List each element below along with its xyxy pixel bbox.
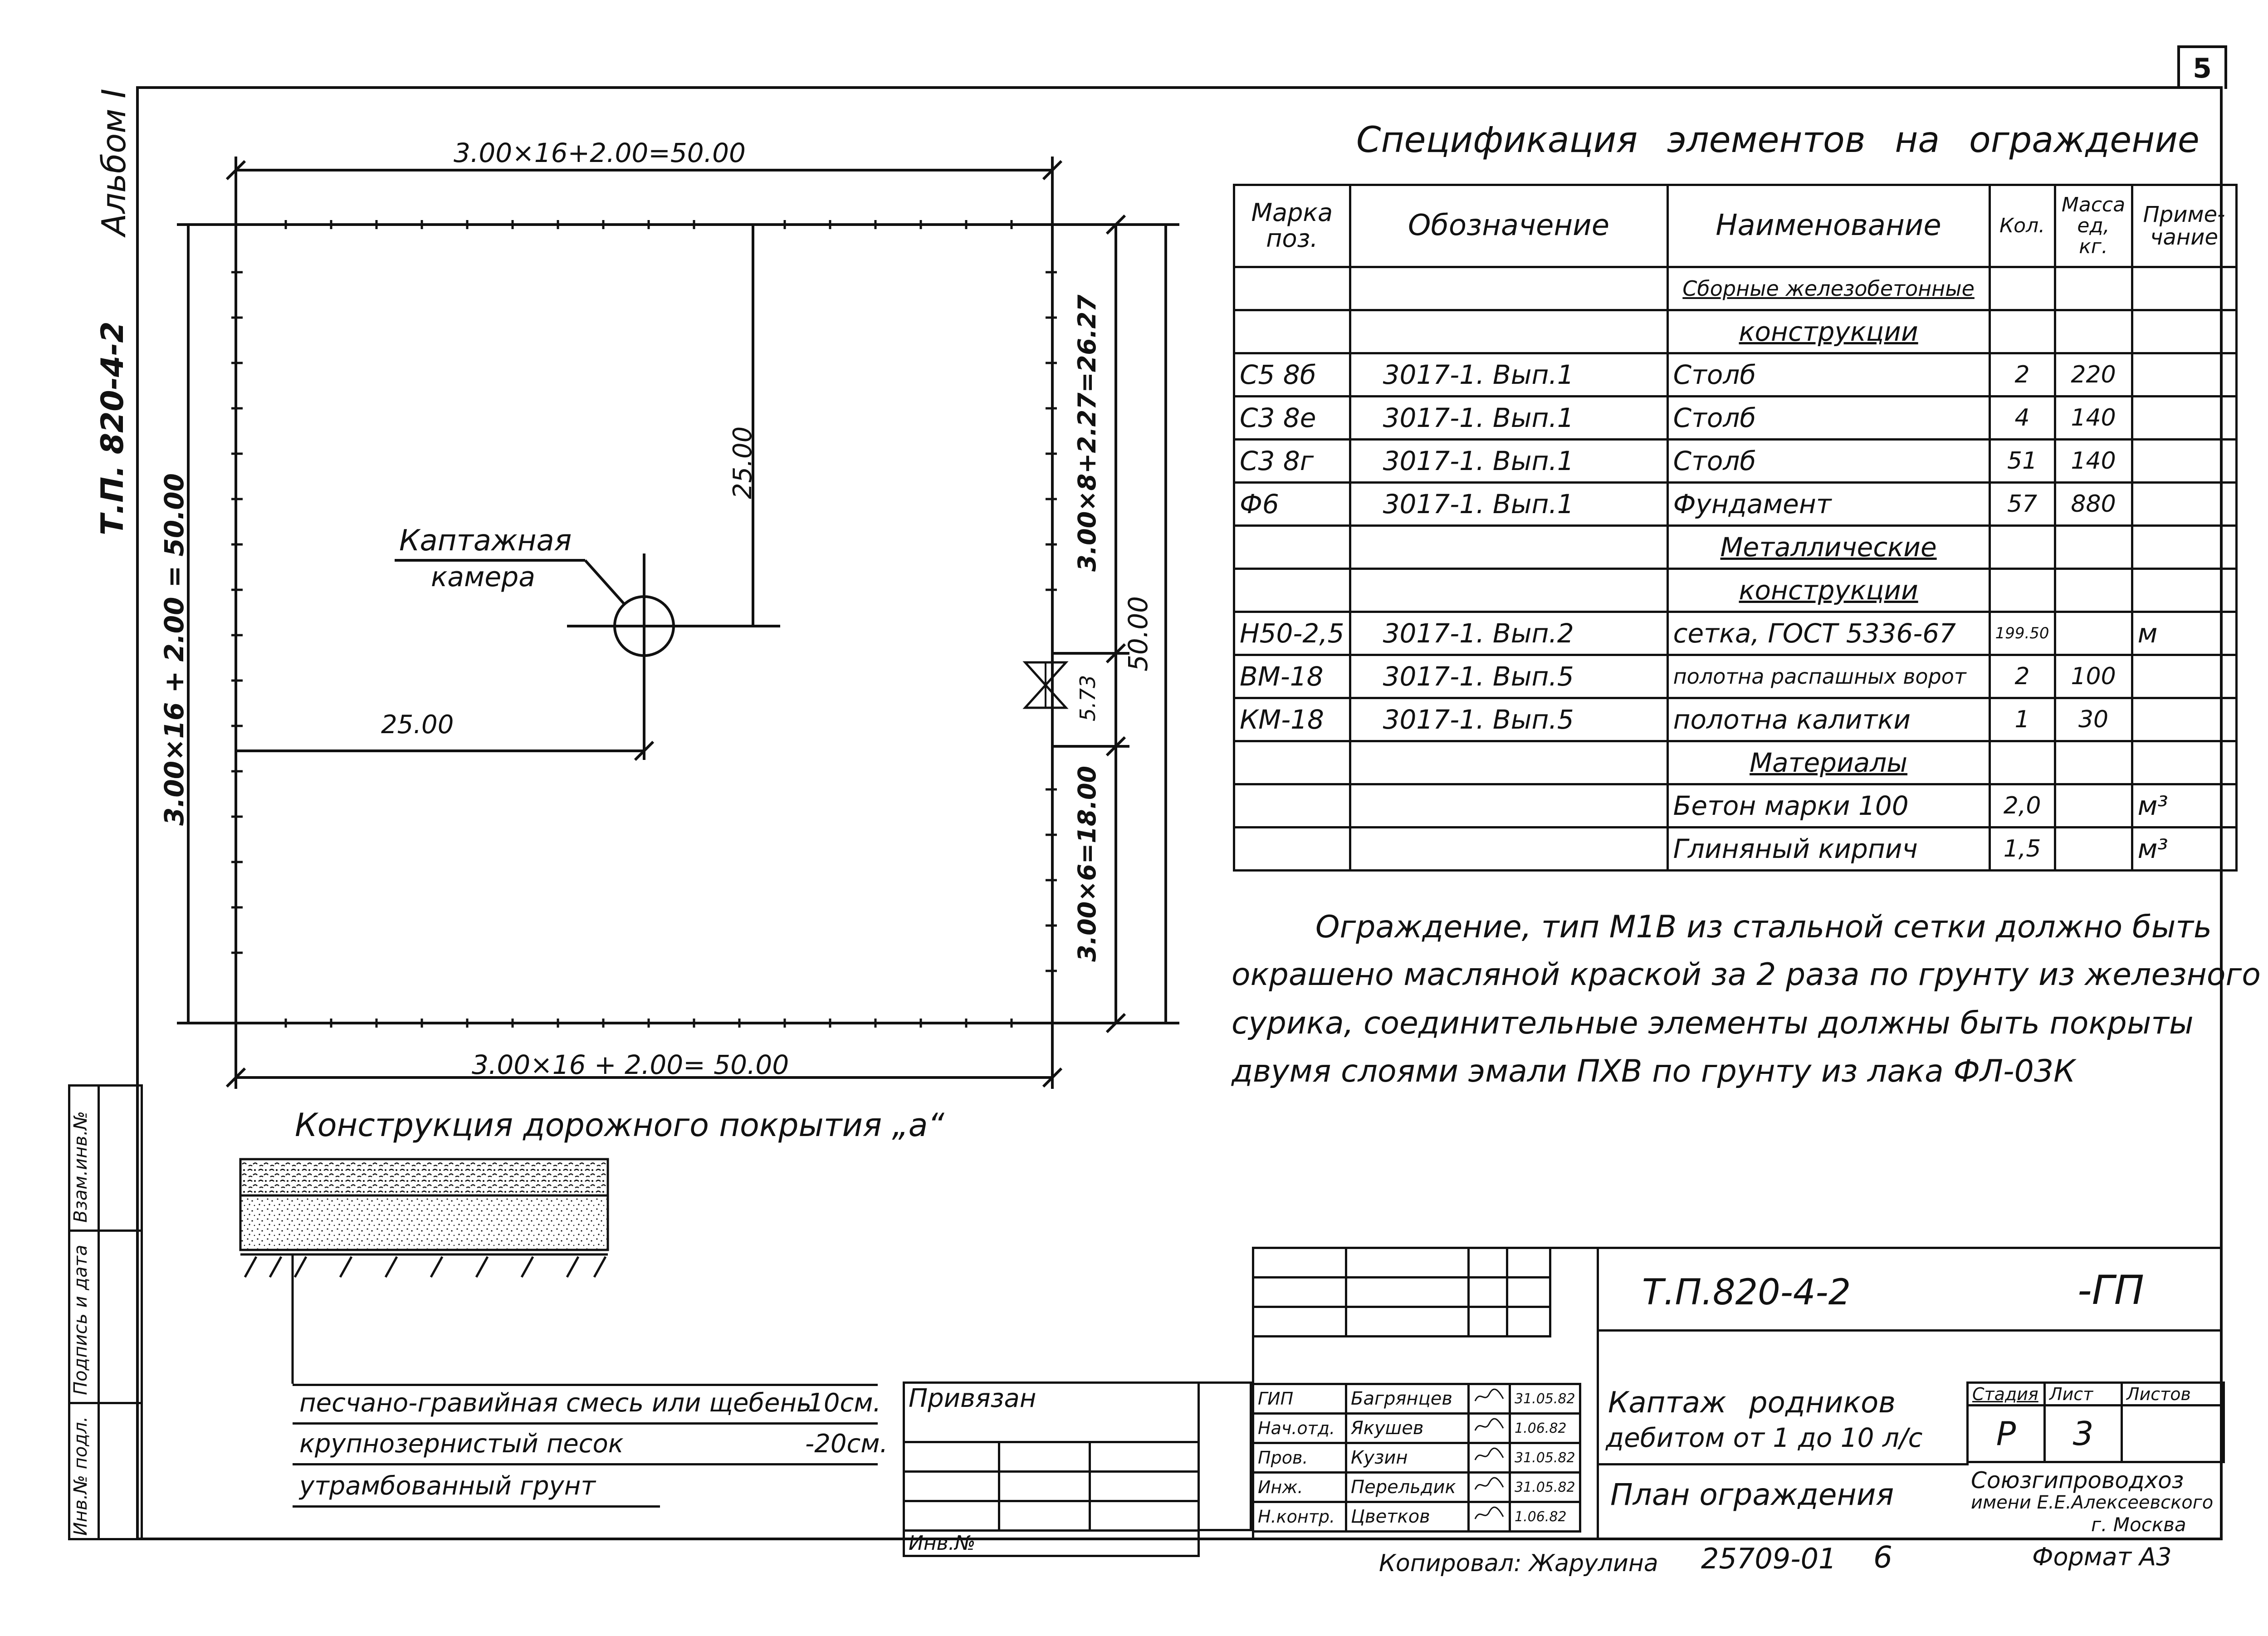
dim-right-upper-label: 3.00×8+2.27=26.27 xyxy=(1073,294,1101,572)
spec-cell-name: полотна калитки xyxy=(1667,698,1989,741)
spec-cell-designation: 3017-1. Вып.5 xyxy=(1350,655,1667,698)
signature-scribble xyxy=(1473,1505,1505,1523)
spec-cell-mark: Ф6 xyxy=(1234,483,1350,526)
stage-table xyxy=(1966,1381,2225,1463)
spec-cell-mass xyxy=(2055,828,2132,871)
role-name: Цветков xyxy=(1346,1502,1469,1532)
role-date: 1.06.82 xyxy=(1510,1414,1580,1443)
album-label: Альбом I xyxy=(95,88,133,236)
spec-cell-qty xyxy=(1989,569,2055,612)
spec-cell-name: конструкции xyxy=(1667,569,1989,612)
spec-cell-qty: 2,0 xyxy=(1989,784,2055,828)
binding-inv-label: Инв.№ xyxy=(904,1531,1199,1556)
spec-cell-name: Глиняный кирпич xyxy=(1667,828,1989,871)
role-row xyxy=(1253,1384,1580,1414)
spec-cell-note xyxy=(2132,655,2236,698)
dim-inner-horizontal-label: 25.00 xyxy=(381,710,454,740)
role-title: Нач.отд. xyxy=(1253,1414,1346,1443)
spec-cell-mass: 140 xyxy=(2055,440,2132,483)
spec-cell-designation: 3017-1. Вып.5 xyxy=(1350,698,1667,741)
signature-scribble xyxy=(1473,1476,1505,1494)
spec-cell-name: полотна распашных ворот xyxy=(1667,655,1989,698)
spec-cell-designation xyxy=(1350,828,1667,871)
binding-table xyxy=(903,1381,1200,1557)
title-block-divider-v xyxy=(1597,1247,1599,1540)
spec-cell-qty xyxy=(1989,310,2055,353)
road-layer-1-thickness: -10см. xyxy=(798,1388,881,1418)
signature-scribble xyxy=(1473,1387,1505,1406)
role-date: 31.05.82 xyxy=(1510,1384,1580,1414)
role-date: 1.06.82 xyxy=(1510,1502,1580,1532)
spec-cell-mark: С3 8г xyxy=(1234,440,1350,483)
spec-cell-mass xyxy=(2055,612,2132,655)
spec-row xyxy=(1234,440,2237,483)
spec-cell-mass: 140 xyxy=(2055,397,2132,440)
spec-cell-name: Столб xyxy=(1667,397,1989,440)
spec-cell-mark xyxy=(1234,310,1350,353)
revision-grid xyxy=(1252,1247,1551,1337)
spec-cell-qty: 57 xyxy=(1989,483,2055,526)
role-signature xyxy=(1469,1384,1510,1414)
spec-cell-mark xyxy=(1234,267,1350,310)
title-suffix: -ГП xyxy=(2077,1267,2144,1313)
note-line-2: окрашено масляной краской за 2 раза по грунту из железного xyxy=(1232,957,2261,993)
side-stamp-signature-date: Подпись и дата xyxy=(70,1244,91,1395)
spec-cell-mark: С3 8е xyxy=(1234,397,1350,440)
spec-cell-name: Столб xyxy=(1667,440,1989,483)
spec-cell-mass xyxy=(2055,741,2132,784)
org-line-3: г. Москва xyxy=(2091,1514,2186,1536)
spec-header-qty: Кол. xyxy=(1989,185,2055,267)
road-divider-2 xyxy=(293,1463,878,1465)
spec-cell-name: Бетон марки 100 xyxy=(1667,784,1989,828)
role-name: Кузин xyxy=(1346,1443,1469,1473)
spec-header-name: Наименование xyxy=(1667,185,1989,267)
spec-row xyxy=(1234,784,2237,828)
project-code-side: Т.П. 820-4-2 xyxy=(95,321,131,535)
spec-cell-mark xyxy=(1234,741,1350,784)
stage-value: Р xyxy=(1968,1406,2045,1462)
role-signature xyxy=(1469,1443,1510,1473)
spec-cell-qty xyxy=(1989,267,2055,310)
spec-cell-mass xyxy=(2055,569,2132,612)
title-block-divider-2 xyxy=(1597,1463,1969,1465)
spec-cell-designation xyxy=(1350,569,1667,612)
object-line-2: дебитом от 1 до 10 л/с xyxy=(1606,1422,1923,1453)
spec-cell-note: м³ xyxy=(2132,784,2236,828)
spec-row xyxy=(1234,612,2237,655)
spec-row xyxy=(1234,655,2237,698)
role-row xyxy=(1253,1414,1580,1443)
spec-row xyxy=(1234,353,2237,397)
spec-cell-mark xyxy=(1234,828,1350,871)
footer-order-suffix: 6 xyxy=(1873,1540,1892,1575)
spec-cell-mass: 220 xyxy=(2055,353,2132,397)
title-block-divider-1 xyxy=(1597,1329,2223,1332)
spec-cell-name: Сборные железобетонные xyxy=(1667,267,1989,310)
spec-row xyxy=(1234,483,2237,526)
spec-cell-qty: 1,5 xyxy=(1989,828,2055,871)
spec-cell-mass xyxy=(2055,526,2132,569)
spec-cell-qty xyxy=(1989,526,2055,569)
footer-copied-by: Копировал: Жарулина xyxy=(1379,1550,1658,1577)
dim-left-label: 3.00×16 + 2.00 = 50.00 xyxy=(159,473,190,826)
dim-bottom-label: 3.00×16 + 2.00= 50.00 xyxy=(472,1049,789,1080)
sheet-value: 3 xyxy=(2045,1406,2122,1462)
road-layer-2-name: крупнозернистый песок xyxy=(299,1429,624,1459)
spec-cell-mass: 30 xyxy=(2055,698,2132,741)
sheet-title: План ограждения xyxy=(1610,1477,1894,1512)
spec-row xyxy=(1234,526,2237,569)
spec-cell-qty: 1 xyxy=(1989,698,2055,741)
spec-cell-note: м³ xyxy=(2132,828,2236,871)
org-line-2: имени Е.Е.Алексеевского xyxy=(1971,1492,2214,1513)
role-title: Инж. xyxy=(1253,1473,1346,1502)
role-signature xyxy=(1469,1414,1510,1443)
spec-cell-mass: 100 xyxy=(2055,655,2132,698)
spec-cell-qty xyxy=(1989,741,2055,784)
spec-cell-designation: 3017-1. Вып.1 xyxy=(1350,353,1667,397)
road-section xyxy=(236,1157,626,1384)
dim-right-total-label: 50.00 xyxy=(1123,596,1154,671)
side-stamp-replaced-inv: Взам.инв.№ xyxy=(70,1111,91,1223)
spec-cell-designation xyxy=(1350,784,1667,828)
dim-right-gate-label: 5.73 xyxy=(1075,675,1100,721)
road-leader xyxy=(293,1384,878,1386)
spec-cell-designation: 3017-1. Вып.1 xyxy=(1350,397,1667,440)
binding-label: Привязан xyxy=(904,1383,1199,1442)
spec-cell-mark: С5 8б xyxy=(1234,353,1350,397)
spec-cell-qty: 199.50 xyxy=(1989,612,2055,655)
org-line-1: Союзгипроводхоз xyxy=(1971,1467,2184,1494)
road-divider-1 xyxy=(293,1422,878,1425)
spec-cell-note xyxy=(2132,569,2236,612)
spec-cell-mass xyxy=(2055,310,2132,353)
side-stamp-divider-1 xyxy=(68,1229,143,1232)
spec-cell-designation xyxy=(1350,526,1667,569)
spec-cell-mass xyxy=(2055,784,2132,828)
role-signature xyxy=(1469,1473,1510,1502)
spec-cell-designation xyxy=(1350,310,1667,353)
road-divider-3 xyxy=(293,1505,660,1508)
spec-cell-note: м xyxy=(2132,612,2236,655)
role-row xyxy=(1253,1443,1580,1473)
stage-label: Стадия xyxy=(1968,1383,2045,1406)
footer-order-no: 25709-01 xyxy=(1701,1542,1837,1575)
role-date: 31.05.82 xyxy=(1510,1443,1580,1473)
spec-cell-designation: 3017-1. Вып.1 xyxy=(1350,483,1667,526)
spec-row xyxy=(1234,397,2237,440)
page-number: 5 xyxy=(2177,45,2227,89)
spec-cell-designation xyxy=(1350,267,1667,310)
chamber-label-line1: Каптажная xyxy=(399,524,572,558)
dim-inner-vertical-label: 25.00 xyxy=(728,426,758,499)
spec-header-note: Приме- чание xyxy=(2132,185,2236,267)
spec-cell-note xyxy=(2132,741,2236,784)
spec-header-mark: Марка поз. xyxy=(1234,185,1350,267)
signature-scribble xyxy=(1473,1417,1505,1435)
dim-top-label: 3.00×16+2.00=50.00 xyxy=(454,137,746,168)
object-line-1: Каптаж родников xyxy=(1608,1386,1896,1420)
spec-cell-qty: 2 xyxy=(1989,655,2055,698)
spec-row xyxy=(1234,698,2237,741)
spec-table xyxy=(1233,184,2238,872)
role-row xyxy=(1253,1473,1580,1502)
spec-cell-mark xyxy=(1234,526,1350,569)
spec-title: Спецификация элементов на ограждение xyxy=(1356,120,2200,161)
road-layer-1-name: песчано-гравийная смесь или щебень xyxy=(299,1388,812,1418)
footer-format: Формат А3 xyxy=(2032,1543,2172,1571)
spec-cell-name: сетка, ГОСТ 5336-67 xyxy=(1667,612,1989,655)
spec-cell-designation: 3017-1. Вып.2 xyxy=(1350,612,1667,655)
role-date: 31.05.82 xyxy=(1510,1473,1580,1502)
title-code: Т.П.820-4-2 xyxy=(1642,1272,1851,1313)
spec-cell-note xyxy=(2132,267,2236,310)
note-line-3: сурика, соединительные элементы должны быть покрыты xyxy=(1232,1005,2194,1041)
spec-cell-mark: КМ-18 xyxy=(1234,698,1350,741)
road-layer-3-name: утрамбованный грунт xyxy=(299,1471,596,1501)
spec-cell-note xyxy=(2132,310,2236,353)
role-name: Багрянцев xyxy=(1346,1384,1469,1414)
road-layer-2-thickness: -20см. xyxy=(805,1429,888,1459)
signature-scribble xyxy=(1473,1446,1505,1465)
spec-cell-designation xyxy=(1350,741,1667,784)
side-stamp-divider-2 xyxy=(68,1402,143,1404)
roles-table xyxy=(1252,1383,1581,1533)
site-plan xyxy=(150,136,1193,1102)
note-line-1: Ограждение, тип М1В из стальной сетки должно быть xyxy=(1315,909,2212,945)
spec-cell-note xyxy=(2132,353,2236,397)
spec-header-row xyxy=(1234,185,2237,267)
role-name: Перельдик xyxy=(1346,1473,1469,1502)
spec-cell-name: конструкции xyxy=(1667,310,1989,353)
sheet-label: Лист xyxy=(2045,1383,2122,1406)
spec-cell-mark: Н50-2,5 xyxy=(1234,612,1350,655)
note-line-4: двумя слоями эмали ПХВ по грунту из лака ФЛ-03К xyxy=(1232,1053,2076,1089)
sheets-label: Листов xyxy=(2122,1383,2224,1406)
spec-cell-note xyxy=(2132,526,2236,569)
side-stamp-inv-original: Инв.№ подл. xyxy=(70,1416,91,1536)
spec-cell-mass xyxy=(2055,267,2132,310)
spec-cell-designation: 3017-1. Вып.1 xyxy=(1350,440,1667,483)
spec-cell-name: Материалы xyxy=(1667,741,1989,784)
spec-header-mass: Масса ед, кг. xyxy=(2055,185,2132,267)
role-title: Н.контр. xyxy=(1253,1502,1346,1532)
spec-row xyxy=(1234,741,2237,784)
spec-cell-mark xyxy=(1234,784,1350,828)
spec-cell-note xyxy=(2132,483,2236,526)
role-title: Пров. xyxy=(1253,1443,1346,1473)
road-title: Конструкция дорожного покрытия „а“ xyxy=(295,1107,944,1144)
spec-row xyxy=(1234,310,2237,353)
spec-cell-note xyxy=(2132,397,2236,440)
spec-cell-mark xyxy=(1234,569,1350,612)
spec-cell-name: Металлические xyxy=(1667,526,1989,569)
dim-right-lower-label: 3.00×6=18.00 xyxy=(1073,765,1101,962)
role-row xyxy=(1253,1502,1580,1532)
spec-body xyxy=(1234,267,2237,871)
spec-cell-note xyxy=(2132,440,2236,483)
spec-cell-qty: 51 xyxy=(1989,440,2055,483)
spec-cell-name: Фундамент xyxy=(1667,483,1989,526)
spec-cell-name: Столб xyxy=(1667,353,1989,397)
spec-cell-mark: ВМ-18 xyxy=(1234,655,1350,698)
spec-cell-note xyxy=(2132,698,2236,741)
role-title: ГИП xyxy=(1253,1384,1346,1414)
binding-extra-col xyxy=(1198,1381,1252,1531)
role-name: Якушев xyxy=(1346,1414,1469,1443)
spec-row xyxy=(1234,569,2237,612)
spec-cell-qty: 4 xyxy=(1989,397,2055,440)
spec-cell-qty: 2 xyxy=(1989,353,2055,397)
spec-cell-mass: 880 xyxy=(2055,483,2132,526)
spec-header-designation: Обозначение xyxy=(1350,185,1667,267)
spec-row xyxy=(1234,828,2237,871)
chamber-label-line2: камера xyxy=(431,561,536,593)
role-signature xyxy=(1469,1502,1510,1532)
spec-row xyxy=(1234,267,2237,310)
